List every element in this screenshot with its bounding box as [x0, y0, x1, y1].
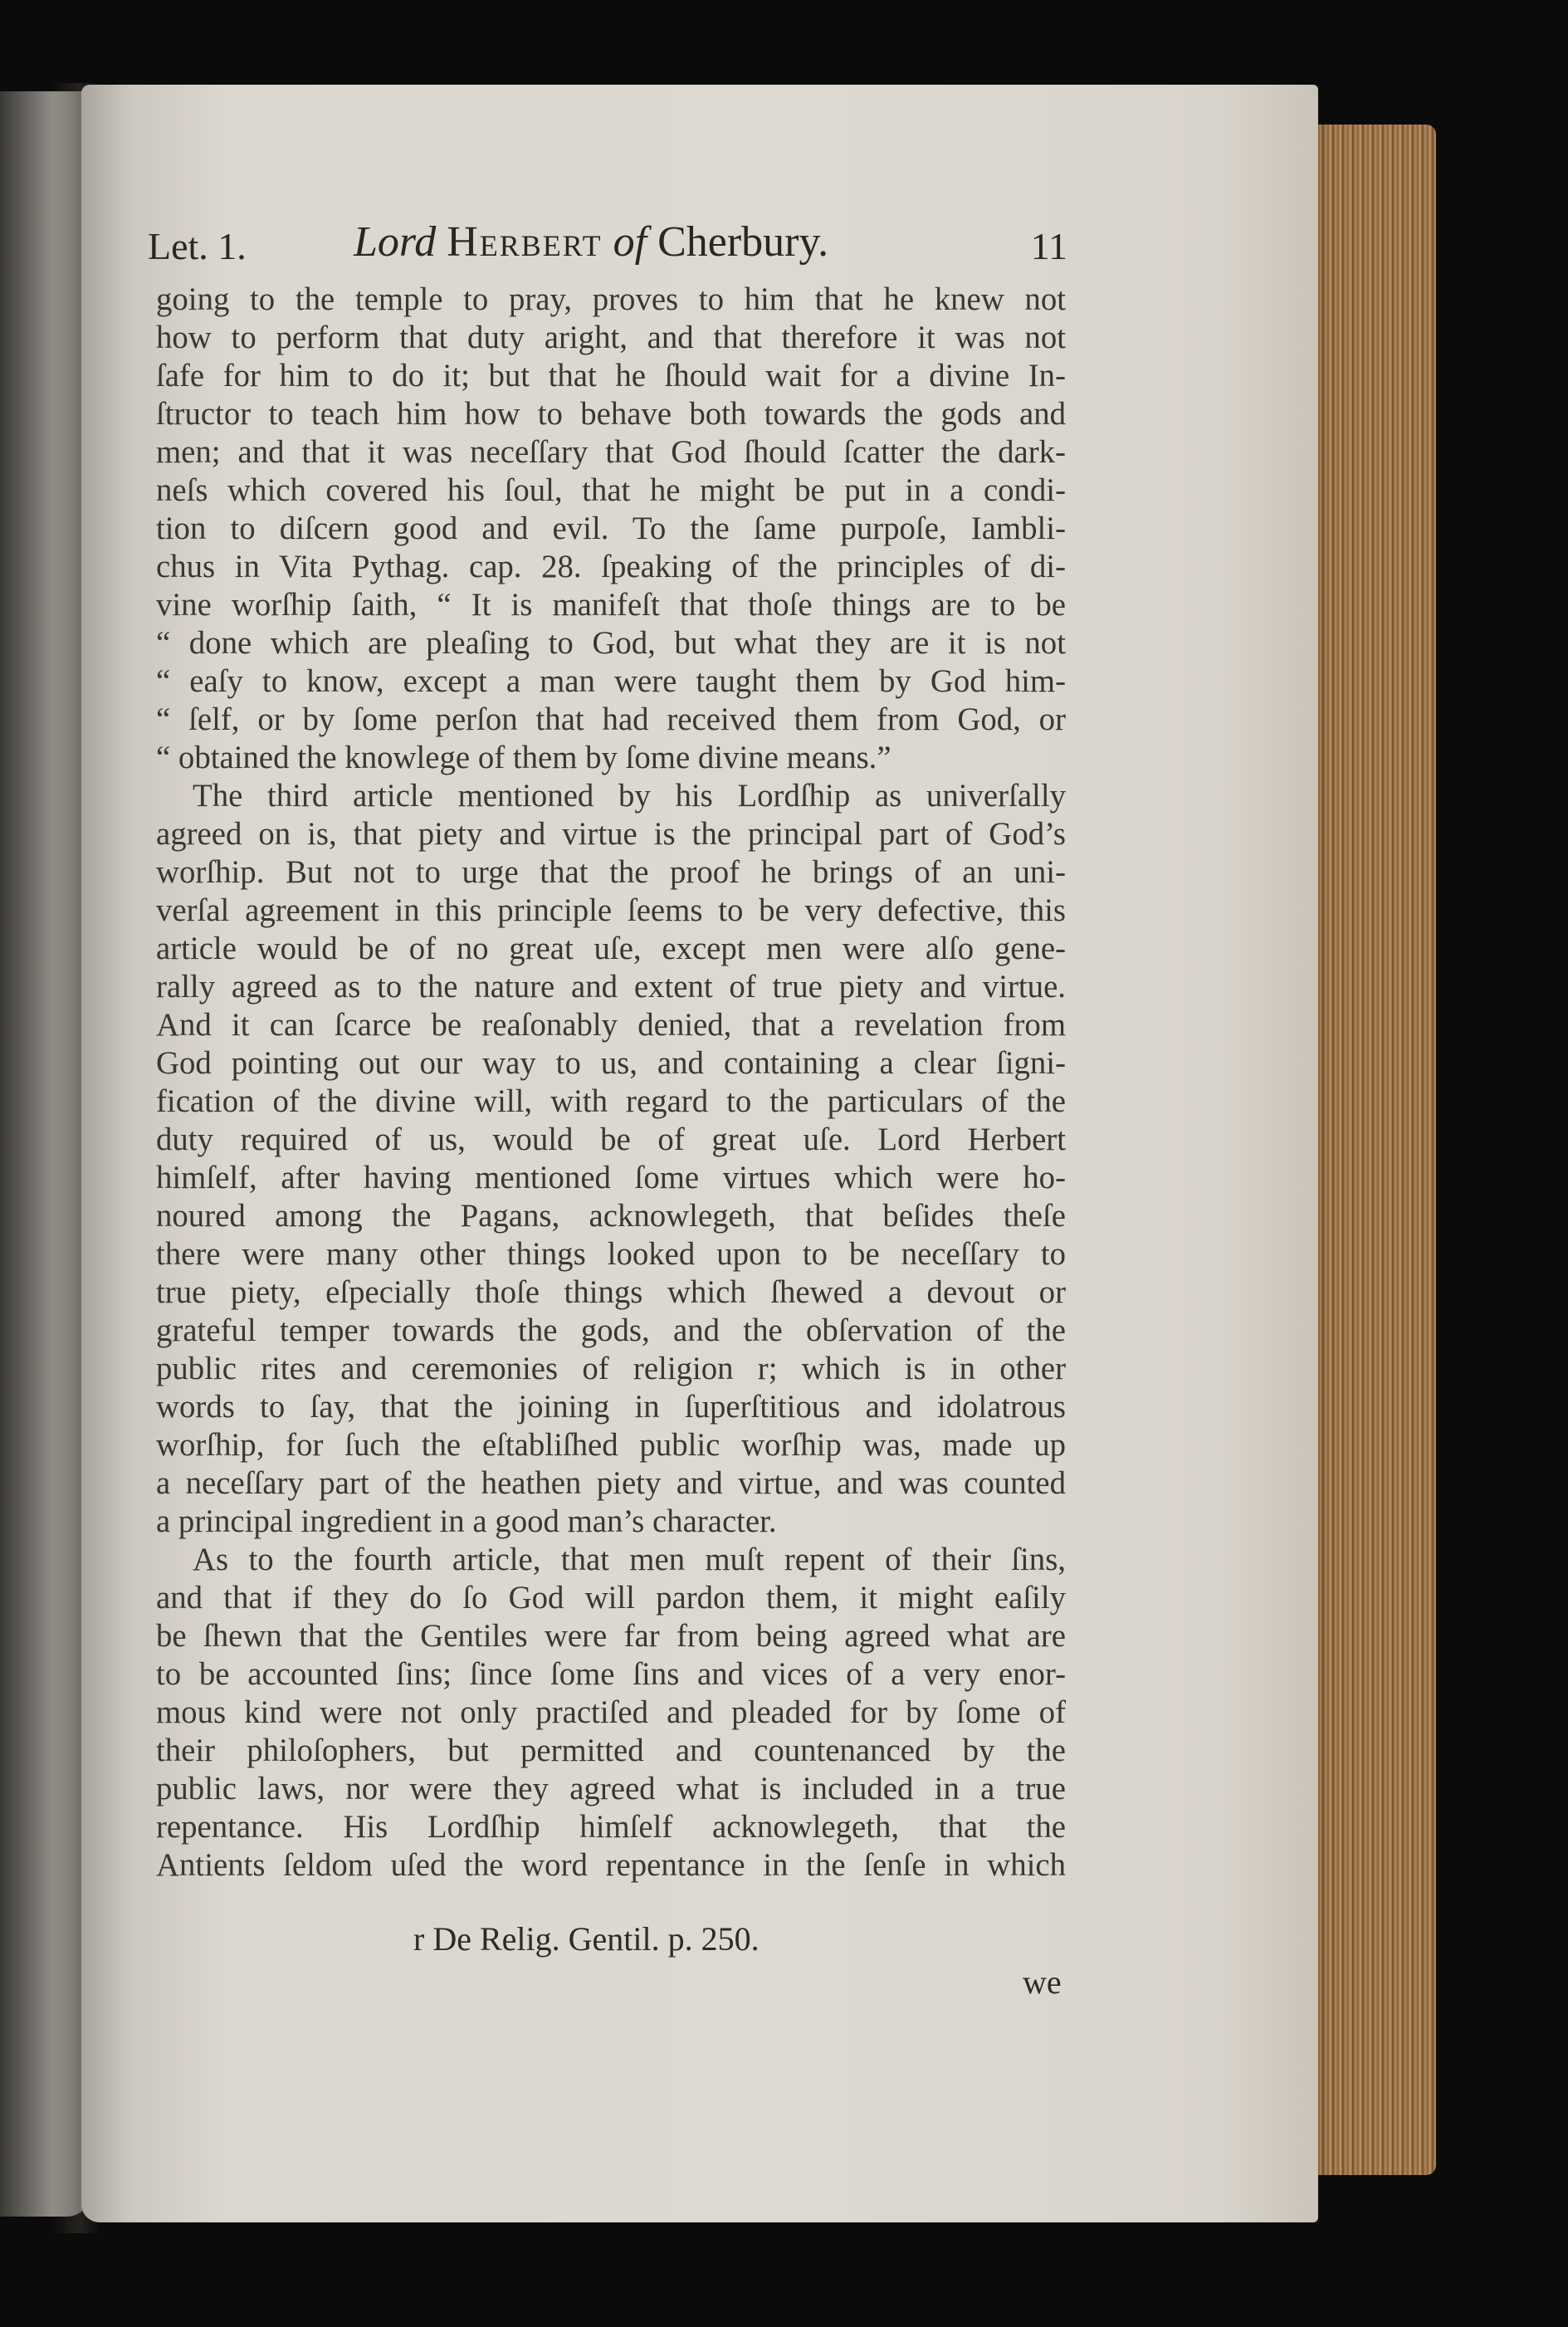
text-line: tion to diſcern good and evil. To the ſame purpoſe, Iambli-	[156, 511, 1066, 546]
title-herbert: Herbert	[447, 218, 603, 266]
text-line: worſhip, for ſuch the eſtabliſhed public worſhip was, made up	[156, 1427, 1066, 1463]
text-line: agreed on is, that piety and virtue is the principal part of God’s	[156, 816, 1066, 852]
text-line: himſelf, after having mentioned ſome virtues which were ho-	[156, 1160, 1066, 1195]
text-line: fication of the divine will, with regard to the particulars of the	[156, 1083, 1066, 1119]
text-line: a neceſſary part of the heathen piety and virtue, and was counted	[156, 1465, 1066, 1501]
text-line: and that if they do ſo God will pardon them, it might eaſily	[156, 1580, 1066, 1616]
text-line: “ done which are pleaſing to God, but what they are it is not	[156, 625, 1066, 661]
catchword: we	[1023, 1963, 1062, 2001]
text-line: words to ſay, that the joining in ſuperſtitious and idolatrous	[156, 1389, 1066, 1425]
text-line: going to the temple to pray, proves to him that he knew not	[156, 281, 1066, 317]
text-line: vine worſhip ſaith, “ It is manifeſt that thoſe things are to be	[156, 587, 1066, 623]
text-line: As to the fourth article, that men muſt repent of their ſins,	[193, 1542, 1066, 1577]
text-line: to be accounted ſins; ſince ſome ſins and vices of a very enor-	[156, 1656, 1066, 1692]
page-number: 11	[1030, 225, 1067, 267]
body-text	[156, 281, 1066, 1885]
text-line: article would be of no great uſe, except men were alſo gene-	[156, 931, 1066, 966]
text-line: And it can ſcarce be reaſonably denied, that a revelation from	[156, 1007, 1066, 1043]
running-header	[148, 218, 1067, 276]
text-line: repentance. His Lordſhip himſelf acknowlegeth, that the	[156, 1809, 1066, 1845]
text-line: true piety, eſpecially thoſe things which ſhewed a devout or	[156, 1274, 1066, 1310]
text-line: rally agreed as to the nature and extent of true piety and virtue.	[156, 969, 1066, 1005]
text-line: public laws, nor were they agreed what is included in a true	[156, 1771, 1066, 1806]
text-line: there were many other things looked upon to be neceſſary to	[156, 1236, 1066, 1272]
text-line: worſhip. But not to urge that the proof he brings of an uni-	[156, 854, 1066, 890]
title-lord: Lord	[354, 218, 437, 266]
text-line: ſtructor to teach him how to behave both towards the gods and	[156, 396, 1066, 432]
text-line: grateful temper towards the gods, and the obſervation of the	[156, 1313, 1066, 1348]
title-of: of	[613, 218, 647, 266]
text-line: “ eaſy to know, except a man were taught them by God him-	[156, 663, 1066, 699]
text-line: Antients ſeldom uſed the word repentance in the ſenſe in which	[156, 1847, 1066, 1883]
text-line: men; and that it was neceſſary that God ſhould ſcatter the dark-	[156, 434, 1066, 470]
text-line: duty required of us, would be of great uſe. Lord Herbert	[156, 1122, 1066, 1157]
text-line: noured among the Pagans, acknowlegeth, that beſides theſe	[156, 1198, 1066, 1234]
text-line: chus in Vita Pythag. cap. 28. ſpeaking of the principles of di-	[156, 549, 1066, 584]
text-line: a principal ingredient in a good man’s character.	[156, 1503, 777, 1539]
running-title	[354, 218, 828, 266]
text-line: neſs which covered his ſoul, that he might be put in a condi-	[156, 472, 1066, 508]
text-line: God pointing out our way to us, and containing a clear ſigni-	[156, 1045, 1066, 1081]
text-line: “ ſelf, or by ſome perſon that had received them from God, or	[156, 702, 1066, 737]
text-line: ſafe for him to do it; but that he ſhould wait for a divine In-	[156, 358, 1066, 394]
text-line: “ obtained the knowlege of them by ſome divine means.”	[156, 740, 891, 775]
footnote: r De Relig. Gentil. p. 250.	[413, 1920, 760, 1958]
text-line: verſal agreement in this principle ſeems to be very defective, this	[156, 892, 1066, 928]
title-place: Cherbury.	[657, 218, 829, 266]
text-line: be ſhewn that the Gentiles were far from being agreed what are	[156, 1618, 1066, 1654]
text-line: public rites and ceremonies of religion r; which is in other	[156, 1351, 1066, 1386]
text-line: mous kind were not only practiſed and pleaded for by ſome of	[156, 1694, 1066, 1730]
letter-number: Let. 1.	[148, 225, 247, 267]
text-line: their philoſophers, but permitted and countenanced by the	[156, 1733, 1066, 1768]
text-line: The third article mentioned by his Lordſhip as univerſally	[193, 778, 1066, 814]
text-line: how to perform that duty aright, and that therefore it was not	[156, 320, 1066, 355]
